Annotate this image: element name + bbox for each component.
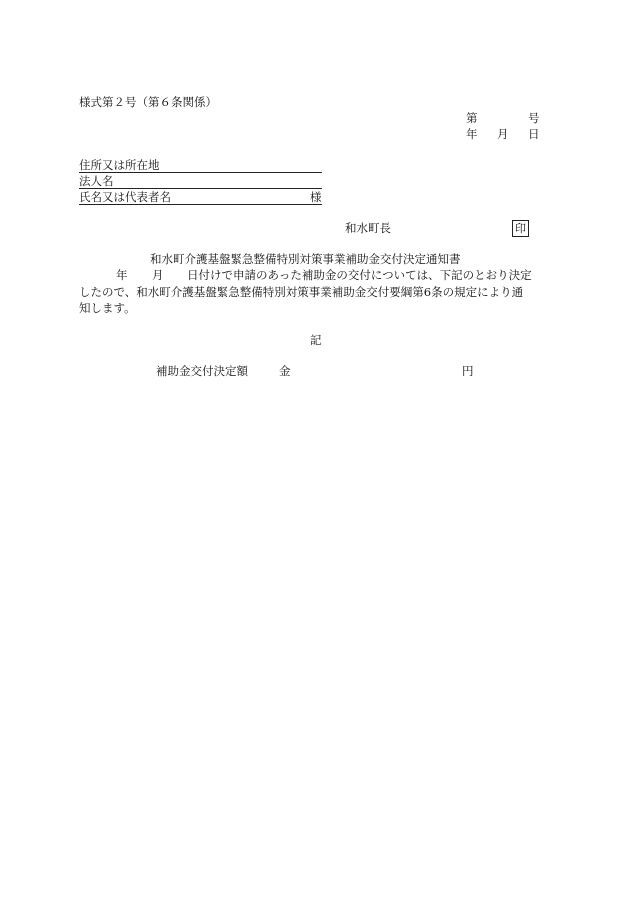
number-prefix: 第 <box>466 111 478 125</box>
name-label: 氏名又は代表者名 <box>79 190 171 204</box>
corporation-label: 法人名 <box>79 174 114 188</box>
seal-mark: 印 <box>512 220 529 237</box>
amount-label: 補助金交付決定額 <box>156 364 248 378</box>
body-month: 月 <box>152 268 164 282</box>
address-label: 住所又は所在地 <box>79 158 160 172</box>
record-heading: 記 <box>310 333 322 347</box>
amount-suffix: 円 <box>462 364 474 378</box>
number-suffix: 号 <box>528 111 540 125</box>
issuer-title: 和水町長 <box>345 221 391 235</box>
body-year: 年 <box>116 268 128 282</box>
amount-prefix: 金 <box>279 364 291 378</box>
date-day: 日 <box>528 127 540 141</box>
date-year: 年 <box>466 127 478 141</box>
document-title: 和水町介護基盤緊急整備特別対策事業補助金交付決定通知書 <box>150 252 461 266</box>
body-line-3: 知します。 <box>79 301 136 315</box>
name-underline <box>79 204 322 205</box>
body-line-1: 日付けで申請のあった補助金の交付については、下記のとおり決定 <box>187 268 532 282</box>
date-month: 月 <box>497 127 509 141</box>
body-line-2: したので、和水町介護基盤緊急整備特別対策事業補助金交付要綱第6条の規定により通 <box>79 285 524 299</box>
form-label: 様式第２号（第６条関係） <box>79 95 217 109</box>
corporation-underline <box>79 188 322 189</box>
honorific: 様 <box>310 190 322 204</box>
address-underline <box>79 172 322 173</box>
